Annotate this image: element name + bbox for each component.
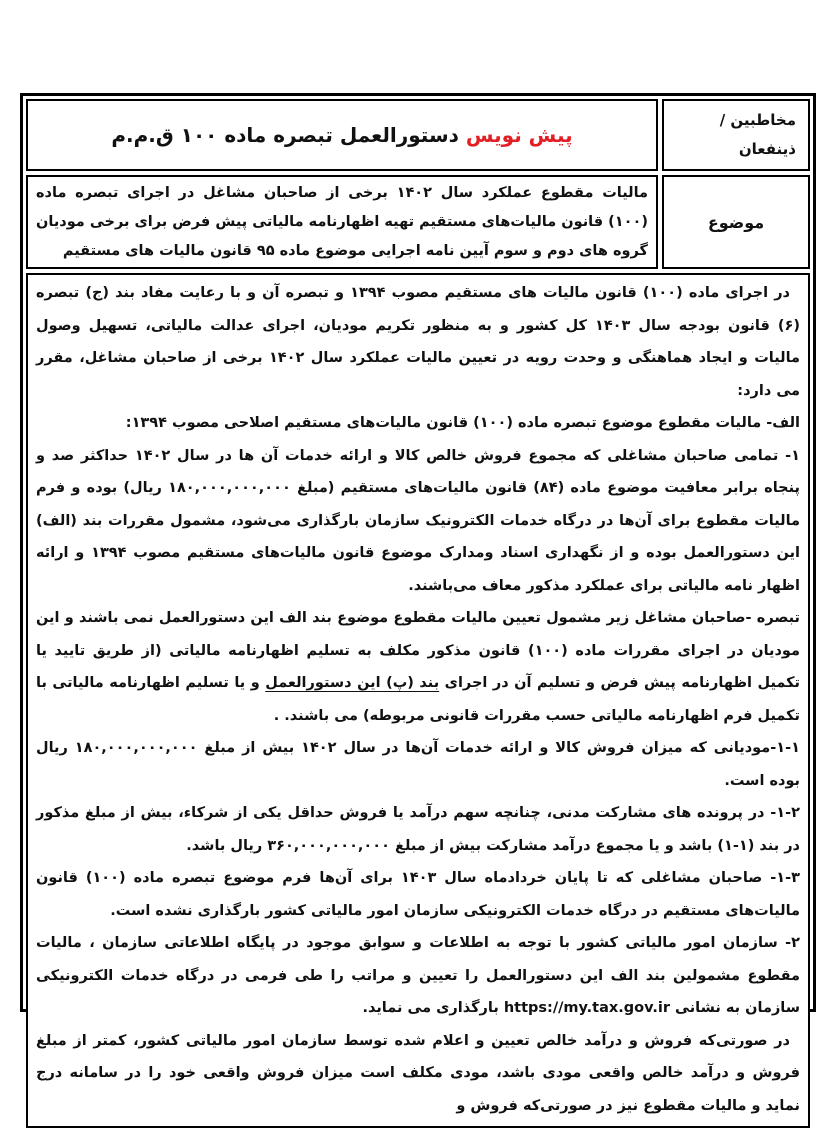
audience-label-cell	[662, 99, 810, 171]
subject-text-cell	[26, 175, 658, 269]
paragraph-item-2	[36, 927, 800, 1025]
tabsareh-underlined-ref: بند (پ) این دستورالعمل	[265, 675, 440, 691]
directive-body-cell	[26, 273, 810, 1128]
page-title	[111, 123, 572, 147]
title-cell	[26, 99, 658, 171]
paragraph-intro: در اجرای ماده (۱۰۰) قانون مالیات های مستقیم مصوب ۱۳۹۴ و تبصره آن و با رعایت مفاد بند (ج) تبصره (۶) قانون بودجه سال ۱۴۰۳ کل کشور و به منظور تکریم مودیان، اجرای عدالت مالیاتی، تسهیل وصول مالیات و ایجاد هماهنگی و وحدت رویه در تعیین مالیات عملکرد سال ۱۴۰۲ برخی از صاحبان مشاغل، مقرر می دارد:	[36, 285, 800, 399]
subject-label-cell	[662, 175, 810, 269]
document-frame	[20, 93, 816, 1114]
title-draft-flag: پیش نویس	[465, 123, 573, 147]
audience-label-line1: مخاطبین /	[719, 111, 796, 129]
title-main-text: دستورالعمل تبصره ماده ۱۰۰ ق.م.م	[111, 123, 459, 147]
paragraph-section-alef: الف- مالیات مقطوع موضوع تبصره ماده (۱۰۰) قانون مالیات‌های مستقیم اصلاحی مصوب ۱۳۹۴:	[125, 415, 800, 431]
paragraph-item-1-2: ۱-۲- در پرونده های مشارکت مدنی، چنانچه سهم درآمد یا فروش حداقل یکی از شرکاء، بیش از مبلغ مذکور در بند (۱-۱) باشد و یا مجموع درآمد مشارکت بیش از مبلغ ۳۶۰,۰۰۰,۰۰۰,۰۰۰ ریال باشد.	[36, 805, 800, 854]
paragraph-item-1-3: ۱-۳- صاحبان مشاغلی که تا پایان خردادماه سال ۱۴۰۳ برای آن‌ها فرم موضوع تبصره ماده (۱۰۰) قانون مالیات‌های مستقیم در درگاه خدمات الکترونیکی سازمان امور مالیاتی کشور بارگذاری نشده است.	[36, 870, 800, 919]
item-2-text-post: بارگذاری می نماید.	[362, 1000, 504, 1016]
body-row	[26, 273, 810, 1128]
paragraph-item-1: ۱- تمامی صاحبان مشاغلی که مجموع فروش خالص کالا و ارائه خدمات آن ها در سال ۱۴۰۲ حداکثر صد و پنجاه برابر معافیت موضوع ماده (۸۴) قانون مالیات‌های مستقیم (مبلغ ۱۸۰,۰۰۰,۰۰۰,۰۰۰ ریال) بوده و فرم مالیات مقطوع برای آن‌ها در درگاه خدمات الکترونیک سازمان بارگذاری می‌شود، مشمول مقررات بند (الف) این دستورالعمل بوده و از نگهداری اسناد ومدارک موضوع قانون مالیات‌های مستقیم مصوب ۱۳۹۴ و ارائه اظهار نامه مالیاتی برای عملکرد مذکور معاف می‌باشند.	[36, 447, 801, 594]
header-row	[26, 99, 810, 171]
paragraph-final: در صورتی‌که فروش و درآمد خالص تعیین و اعلام شده توسط سازمان امور مالیاتی کشور، کمتر از مبلغ فروش و درآمد خالص واقعی مودی باشد، مودی مکلف است میزان فروش واقعی خود را در سامانه درج نماید و مالیات مقطوع نیز در صورتی‌که فروش و	[36, 1032, 800, 1114]
subject-label: موضوع	[707, 212, 765, 232]
paragraph-item-1-1: ۱-۱-مودیانی که میزان فروش کالا و ارائه خدمات آن‌ها در سال ۱۴۰۲ بیش از مبلغ ۱۸۰,۰۰۰,۰۰۰,۰۰۰ ریال بوده است.	[36, 740, 800, 789]
paragraph-tabsareh	[36, 602, 800, 732]
item-2-text-pre: ۲- سازمان امور مالیاتی کشور با توجه به اطلاعات و سوابق موجود در پایگاه اطلاعاتی سازمان ، مالیات مقطوع مشمولین بند الف این دستورالعمل را تعیین و مراتب را طی فرمی در درگاه خدمات الکترونیکی سازمان به نشانی	[36, 935, 800, 1016]
tabsareh-text-post: و یا تسلیم اظهارنامه مالیاتی با تکمیل فرم اظهارنامه مالیاتی حسب مقررات قانونی مربوطه) می باشند. .	[36, 675, 800, 724]
tax-portal-url-link[interactable]: https://my.tax.gov.ir	[503, 1000, 670, 1016]
audience-label-line2: ذینفعان	[738, 140, 796, 158]
tabsareh-text-pre: تبصره -صاحبان مشاغل زیر مشمول تعیین مالیات مقطوع موضوع بند الف این دستورالعمل نمی باشند و این مودیان در اجرای مقررات ماده (۱۰۰) قانون مذکور مکلف به تسلیم اظهارنامه مالیاتی (از طریق تایید یا تکمیل اظهارنامه پیش فرض و تسلیم آن در اجرای	[36, 610, 800, 691]
subject-row	[26, 175, 810, 269]
subject-text: مالیات مقطوع عملکرد سال ۱۴۰۲ برخی از صاحبان مشاغل در اجرای تبصره ماده (۱۰۰) قانون مالیات‌های مستقیم تهیه اظهارنامه مالیاتی پیش فرض برای برخی مودیان گروه های دوم و سوم آیین نامه اجرایی موضوع ماده ۹۵ قانون مالیات های مستقیم	[36, 185, 648, 259]
